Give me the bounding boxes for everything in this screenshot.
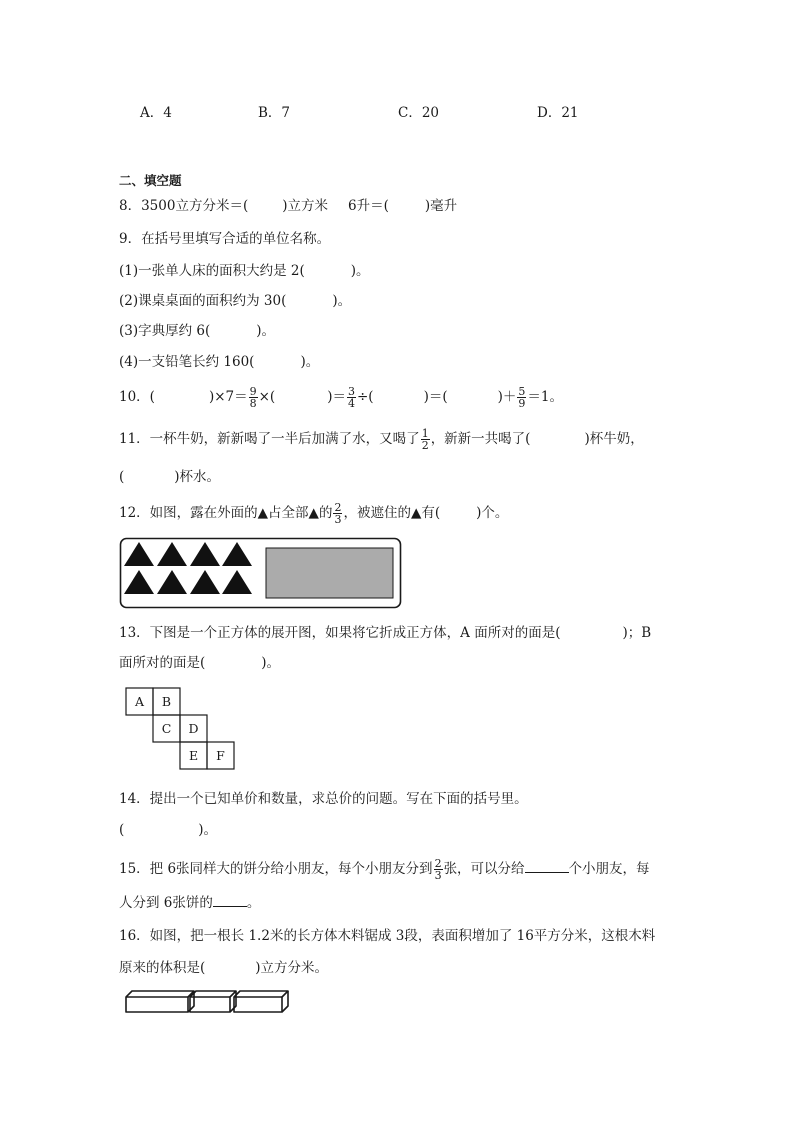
question-13: 13．下图是一个正方体的展开图，如果将它折成正方体，A 面所对的面是( )；B (119, 625, 652, 641)
question-16-line-2: 原来的体积是( )立方分米。 (119, 960, 329, 976)
fraction: $\frac{2}{3}$ (434, 857, 442, 882)
answer-blank (213, 894, 247, 907)
choice-d: D．21 (537, 105, 579, 121)
question-11-line-2: ( )杯水。 (119, 469, 221, 485)
triangle (157, 570, 187, 594)
cube-net-figure (125, 687, 239, 771)
fraction: $\frac{1}{2}$ (421, 427, 429, 452)
question-12: 12．如图，露在外面的▲占全部▲的 $\frac{2}{3}$ ，被遮住的▲有( )个。 (119, 501, 509, 526)
fraction: $\frac{9}{8}$ (249, 385, 257, 410)
question-9-item-2: (2)课桌桌面的面积约为 30( )。 (119, 293, 352, 309)
timber-piece (234, 991, 288, 1012)
question-9-stem: 9．在括号里填写合适的单位名称。 (119, 231, 331, 247)
question-8: 8．3500立方分米＝( )立方米 6升＝( )毫升 (119, 198, 458, 214)
triangle (222, 570, 252, 594)
triangle (124, 570, 154, 594)
choice-c: C．20 (398, 105, 440, 121)
question-14-stem: 14．提出一个已知单价和数量，求总价的问题。写在下面的括号里。 (119, 791, 528, 807)
question-9-item-4: (4)一支铅笔长约 160( )。 (119, 354, 320, 370)
section-title: 二、填空题 (119, 173, 182, 188)
choice-a: A．4 (140, 105, 172, 121)
question-9-item-1: (1)一张单人床的面积大约是 2( )。 (119, 263, 370, 279)
answer-blank (525, 860, 569, 873)
question-15-line-2: 人分到 6张饼的 。 (119, 895, 261, 911)
face-label-d: D (188, 721, 199, 736)
question-9-item-3: (3)字典厚约 6( )。 (119, 323, 276, 339)
timber-piece (126, 991, 194, 1012)
fraction: $\frac{2}{3}$ (334, 501, 342, 526)
face-label-c: C (161, 721, 172, 736)
face-label-e: E (188, 748, 199, 763)
face-label-b: B (161, 694, 172, 709)
face-label-f: F (216, 748, 225, 763)
timber-piece (190, 991, 236, 1012)
fraction: $\frac{5}{9}$ (518, 385, 526, 410)
face-label-a: A (134, 694, 145, 709)
choice-b: B．7 (258, 105, 291, 121)
triangles-figure (119, 537, 403, 611)
question-16: 16．如图，把一根长 1.2米的长方体木料锯成 3段，表面积增加了 16平方分米，这根木料 (119, 928, 656, 944)
triangle (190, 542, 220, 566)
question-11: 11．一杯牛奶，新新喝了一半后加满了水，又喝了 $\frac{1}{2}$ ，新新一共喝了( )杯牛奶， (119, 427, 644, 452)
triangle (124, 542, 154, 566)
triangle (190, 570, 220, 594)
question-13-line-2: 面所对的面是( )。 (119, 655, 281, 671)
question-14-line-2: ( )。 (119, 822, 218, 838)
timber-figure (124, 989, 290, 1015)
triangle (157, 542, 187, 566)
fraction: $\frac{3}{4}$ (348, 385, 355, 410)
triangle (222, 542, 252, 566)
cover-rectangle (266, 548, 393, 598)
question-15: 15．把 6张同样大的饼分给小朋友，每个小朋友分到 $\frac{2}{3}$ 张，可以分给 个小朋友，每 (119, 857, 650, 882)
question-10: 10．( )×7＝ $\frac{9}{8}$ ×( )＝ $\frac{3}{4}$ ÷( )＝( )＋ $\frac{5}{9}$ ＝1。 (119, 385, 564, 410)
